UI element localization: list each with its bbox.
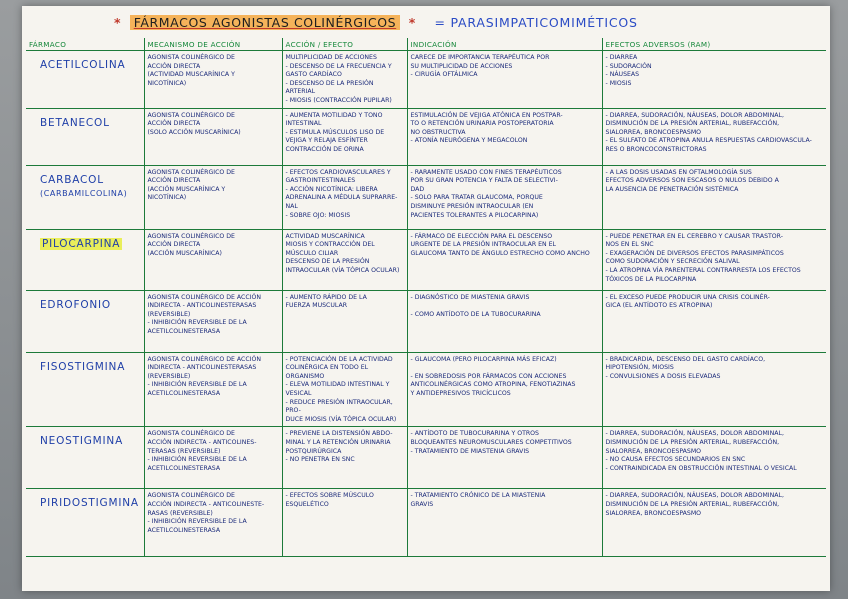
indication-cell (407, 51, 602, 109)
notes-sheet (22, 6, 830, 591)
cell-line: (SOLO ACCIÓN MUSCARÍNICA) (147, 128, 241, 136)
cell-line: - FÁRMACO DE ELECCIÓN PARA EL DESCENSO (410, 232, 553, 240)
cell-line: SIALORREA, BRONCOESPASMO (605, 128, 702, 136)
effect-cell (282, 51, 407, 109)
cell-line: - COMO ANTÍDOTO DE LA TUBOCURARINA (410, 310, 541, 318)
cell-line: (REVERSIBLE) (147, 372, 191, 380)
cell-line: ACETILCOLINESTERASA (147, 389, 221, 397)
cell-line: SIALORREA, BRONCOESPASMO (605, 509, 702, 517)
cell-line: ACCIÓN INDIRECTA - ANTICOLINESTE- (147, 500, 265, 508)
mechanism-cell (144, 352, 282, 427)
cell-line: - BRADICARDIA, DESCENSO DEL GASTO CARDÍACO, (605, 355, 766, 363)
table-row (26, 51, 826, 109)
table-body (26, 51, 826, 557)
cell-line: ESQUELÉTICO (285, 500, 329, 508)
table-row (26, 427, 826, 489)
cell-line: - NÁUSEAS (605, 71, 640, 79)
cell-line: COLINÉRGICA EN TODO EL ORGANISMO (285, 364, 369, 380)
cell-line: ESTIMULACIÓN DE VEJIGA ATÓNICA EN POSTPAR- (410, 111, 563, 119)
cell-line: GASTO CARDÍACO (285, 71, 342, 79)
drug-name: BETANECOL (40, 116, 110, 129)
cell-line: GRAVIS (410, 500, 434, 508)
cell-line: AGONISTA COLINÉRGICO DE ACCIÓN (147, 293, 261, 301)
drug-name-cell (26, 352, 144, 427)
indication-cell (407, 489, 602, 557)
mechanism-cell (144, 290, 282, 352)
column-header: EFECTOS ADVERSOS (RAM) (602, 38, 826, 51)
cell-line: AGONISTA COLINÉRGICO DE (147, 232, 235, 240)
cell-line: - INHIBICIÓN REVERSIBLE DE LA (147, 456, 247, 464)
cell-line: AGONISTA COLINÉRGICO DE (147, 492, 235, 500)
cell-line: AGONISTA COLINÉRGICO DE ACCIÓN (147, 355, 261, 363)
cell-line: DAD (410, 185, 425, 193)
drug-name-cell (26, 229, 144, 290)
adverse-effects-cell (602, 108, 826, 165)
drug-name: EDROFONIO (40, 298, 111, 311)
mechanism-cell (144, 51, 282, 109)
cell-line: DISMINUCIÓN DE LA PRESIÓN ARTERIAL, RUBEFACCIÓN, (605, 120, 780, 128)
cell-line: NAL (285, 202, 298, 210)
cell-line: GICA (EL ANTÍDOTO ES ATROPINA) (605, 302, 713, 310)
adverse-effects-cell (602, 165, 826, 229)
cell-line: - CIRUGÍA OFTÁLMICA (410, 71, 478, 79)
effect-cell (282, 229, 407, 290)
cell-line: INTRAOCULAR (VÍA TÓPICA OCULAR) (285, 266, 400, 274)
cell-line (411, 364, 599, 373)
cell-line: - NO CAUSA EFECTOS SECUNDARIOS EN SNC (605, 456, 746, 464)
cell-line: INTESTINAL (285, 120, 322, 128)
column-header: MECANISMO DE ACCIÓN (144, 38, 282, 51)
drug-name: NEOSTIGMINA (40, 435, 124, 448)
cell-line: - CONVULSIONES A DOSIS ELEVADAS (605, 372, 721, 380)
cell-line: (ACTIVIDAD MUSCARÍNICA Y (147, 71, 235, 79)
drug-name-cell (26, 165, 144, 229)
table-row (26, 229, 826, 290)
drug-name: CARBACOL (40, 173, 104, 186)
adverse-effects-cell (602, 489, 826, 557)
mechanism-cell (144, 427, 282, 489)
indication-cell (407, 229, 602, 290)
effect-cell (282, 489, 407, 557)
adverse-effects-cell (602, 290, 826, 352)
cell-line: SU MULTIPLICIDAD DE ACCIONES (410, 62, 513, 70)
drug-name: PIRIDOSTIGMINA (40, 497, 139, 510)
cell-line: - INHIBICIÓN REVERSIBLE DE LA (147, 518, 247, 526)
cell-line: RASAS (REVERSIBLE) (147, 509, 213, 517)
drug-name: PILOCARPINA (42, 237, 121, 250)
cell-line: - PREVIENE LA DISTENSIÓN ABDO- (285, 430, 393, 438)
cell-line: MINAL Y LA RETENCIÓN URINARIA (285, 438, 391, 446)
cell-line: DUCE MIOSIS (VÍA TÓPICA OCULAR) (285, 415, 397, 423)
table-row (26, 352, 826, 427)
star-mark: * (408, 15, 416, 30)
mechanism-cell (144, 108, 282, 165)
cell-line: ACTIVIDAD MUSCARÍNICA (285, 232, 365, 240)
indication-cell (407, 165, 602, 229)
cell-line: ADRENALINA A MÉDULA SUPRARRE- (285, 194, 398, 202)
cell-line: INDIRECTA - ANTICOLINESTERASAS (147, 302, 257, 310)
cell-line: - CONTRAINDICADA EN OBSTRUCCIÓN INTESTINAL O VESICAL (605, 464, 797, 472)
cell-line: - ACCIÓN NICOTÍNICA: LIBERA (285, 185, 378, 193)
cell-line: URGENTE DE LA PRESIÓN INTRAOCULAR EN EL (410, 241, 556, 249)
effect-cell (282, 108, 407, 165)
cell-line: SIALORREA, BRONCOESPASMO (605, 447, 702, 455)
cell-line: DISMINUYE PRESIÓN INTRAOCULAR (EN (410, 202, 534, 210)
cell-line: TÓXICOS DE LA PILOCARPINA (605, 275, 697, 283)
cell-line: AGONISTA COLINÉRGICO DE (147, 54, 235, 61)
adverse-effects-cell (602, 352, 826, 427)
cell-line: AGONISTA COLINÉRGICO DE (147, 168, 235, 176)
drug-name-cell (26, 290, 144, 352)
cell-line: NICOTÍNICA) (147, 194, 187, 202)
cell-line: ACCIÓN DIRECTA (147, 241, 201, 249)
cell-line: FUERZA MUSCULAR (285, 302, 348, 310)
cell-line: - LA ATROPINA VÍA PARENTERAL CONTRARRESTA LOS EFECTOS (605, 266, 801, 274)
title-highlight: FÁRMACOS AGONISTAS COLINÉRGICOS (130, 15, 400, 30)
adverse-effects-cell (602, 229, 826, 290)
cell-line: - DESCENSO DE LA FRECUENCIA Y (285, 62, 392, 70)
cell-line: - PUEDE PENETRAR EN EL CEREBRO Y CAUSAR TRASTOR- (605, 232, 783, 240)
cell-line: - ELEVA MOTILIDAD INTESTINAL Y VESICAL (285, 381, 390, 397)
cell-line: (ACCIÓN MUSCARÍNICA Y (147, 185, 226, 193)
cell-line: - INHIBICIÓN REVERSIBLE DE LA (147, 381, 247, 389)
cell-line: - DIARREA, SUDORACIÓN, NÁUSEAS, DOLOR ABDOMINAL, (605, 430, 784, 438)
cell-line: POSTQUIRÚRGICA (285, 447, 342, 455)
cell-line: HIPOTENSIÓN, MIOSIS (605, 364, 674, 372)
cell-line: (ACCIÓN MUSCARÍNICA) (147, 249, 222, 257)
cell-line: - SUDORACIÓN (605, 62, 652, 70)
cell-line: AGONISTA COLINÉRGICO DE (147, 111, 235, 119)
cell-line: - TRATAMIENTO DE MIASTENIA GRAVIS (410, 447, 530, 455)
cell-line: DESCENSO DE LA PRESIÓN (285, 258, 370, 266)
cell-line: - INHIBICIÓN REVERSIBLE DE LA (147, 319, 247, 327)
cell-line: - DESCENSO DE LA PRESIÓN ARTERIAL (285, 79, 374, 96)
cell-line: EFECTOS ADVERSOS SON ESCASOS O NULOS DEBIDO A (605, 177, 779, 185)
drug-name-cell (26, 108, 144, 165)
cell-line: LA AUSENCIA DE PENETRACIÓN SISTÉMICA (605, 185, 739, 193)
cell-line: Y ANTIDEPRESIVOS TRICÍCLICOS (410, 389, 511, 397)
cell-line: - DIARREA, SUDORACIÓN, NÁUSEAS, DOLOR ABDOMINAL, (605, 492, 784, 500)
cell-line: - SOBRE OJO: MIOSIS (285, 211, 351, 219)
cell-line: - AUMENTA MOTILIDAD Y TONO (285, 111, 383, 119)
cell-line: NICOTÍNICA) (147, 79, 187, 87)
table-row (26, 108, 826, 165)
cell-line: GASTROINTESTINALES (285, 177, 356, 185)
mechanism-cell (144, 229, 282, 290)
cell-line: - TRATAMIENTO CRÓNICO DE LA MIASTENIA (410, 492, 546, 500)
cell-line: CARECE DE IMPORTANCIA TERAPÉUTICA POR (410, 54, 550, 61)
cell-line: - NO PENETRA EN SNC (285, 456, 355, 464)
cell-line: GLAUCOMA TANTO DE ÁNGULO ESTRECHO COMO ANCHO (410, 249, 590, 257)
cell-line: - ESTIMULA MÚSCULOS LISO DE (285, 128, 385, 136)
cell-line: - EL EXCESO PUEDE PRODUCIR UNA CRISIS COLINÉR- (605, 293, 770, 301)
drug-name-cell (26, 427, 144, 489)
cell-line: - ANTÍDOTO DE TUBOCURARINA Y OTROS (410, 430, 539, 438)
cell-line: - AUMENTO RÁPIDO DE LA (285, 293, 367, 301)
drug-table (26, 38, 826, 557)
table-header-row (26, 38, 826, 51)
effect-cell (282, 352, 407, 427)
cell-line: NOS EN EL SNC (605, 241, 654, 249)
cell-line: ACETILCOLINESTERASA (147, 327, 221, 335)
cell-line: ANTICOLINÉRGICAS COMO ATROPINA, FENOTIAZINAS (410, 381, 576, 389)
cell-line: TO O RETENCIÓN URINARIA POSTOPERATORIA (410, 120, 554, 128)
cell-line: TERASAS (REVERSIBLE) (147, 447, 221, 455)
cell-line: - MIOSIS (CONTRACCIÓN PUPILAR) (285, 96, 392, 104)
cell-line: PACIENTES TOLERANTES A PILOCARPINA) (410, 211, 539, 219)
cell-line: VEJIGA Y RELAJA ESFÍNTER (285, 137, 368, 145)
subtitle: = PARASIMPATICOMIMÉTICOS (434, 15, 638, 30)
cell-line: DISMINUCIÓN DE LA PRESIÓN ARTERIAL, RUBEFACCIÓN, (605, 438, 780, 446)
cell-line: - ATONÍA NEURÓGENA Y MEGACOLON (410, 137, 528, 145)
cell-line: DISMINUCIÓN DE LA PRESIÓN ARTERIAL, RUBEFACCIÓN, (605, 500, 780, 508)
mechanism-cell (144, 489, 282, 557)
cell-line: ACCIÓN DIRECTA (147, 62, 201, 70)
cell-line: - A LAS DOSIS USADAS EN OFTALMOLOGÍA SUS (605, 168, 752, 176)
table-row (26, 489, 826, 557)
cell-line: - DIAGNÓSTICO DE MIASTENIA GRAVIS (410, 293, 530, 301)
cell-line: - MIOSIS (605, 79, 632, 87)
effect-cell (282, 165, 407, 229)
cell-line: - EL SULFATO DE ATROPINA ANULA RESPUESTAS CARDIOVASCULA- (605, 137, 812, 145)
cell-line: - GLAUCOMA (PERO PILOCARPINA MÁS EFICAZ) (410, 355, 557, 363)
cell-line: - POTENCIACIÓN DE LA ACTIVIDAD (285, 355, 393, 363)
table-row (26, 165, 826, 229)
cell-line: MULTIPLICIDAD DE ACCIONES (285, 54, 377, 61)
cell-line: MÚSCULO CILIAR (285, 249, 339, 257)
cell-line: ACCIÓN INDIRECTA - ANTICOLINES- (147, 438, 257, 446)
cell-line (411, 302, 599, 311)
cell-line: RES O BRONCOCONSTRICTORAS (605, 145, 707, 153)
cell-line: - EN SOBREDOSIS POR FÁRMACOS CON ACCIONES (410, 372, 567, 380)
drug-name-cell (26, 51, 144, 109)
drug-name: FISOSTIGMINA (40, 360, 126, 373)
indication-cell (407, 427, 602, 489)
sheet-title (110, 15, 638, 35)
cell-line: - EFECTOS SOBRE MÚSCULO (285, 492, 374, 500)
drug-name: ACETILCOLINA (40, 59, 126, 71)
cell-line: - EXAGERACIÓN DE DIVERSOS EFECTOS PARASIMPÁTICOS (605, 249, 784, 257)
column-header: FÁRMACO (26, 38, 144, 51)
cell-line: - EFECTOS CARDIOVASCULARES Y (285, 168, 391, 176)
cell-line: (REVERSIBLE) (147, 310, 191, 318)
cell-line: MIOSIS Y CONTRACCIÓN DEL (285, 241, 375, 249)
cell-line: - REDUCE PRESIÓN INTRAOCULAR, PRO- (285, 398, 393, 415)
cell-line: - DIARREA, SUDORACIÓN, NÁUSEAS, DOLOR ABDOMINAL, (605, 111, 784, 119)
cell-line: COMO SUDORACIÓN Y SECRECIÓN SALIVAL (605, 258, 740, 266)
cell-line: AGONISTA COLINÉRGICO DE (147, 430, 235, 438)
mechanism-cell (144, 165, 282, 229)
cell-line: ACETILCOLINESTERASA (147, 464, 221, 472)
star-mark: * (114, 15, 122, 30)
cell-line: - DIARREA (605, 54, 638, 61)
cell-line: ACCIÓN DIRECTA (147, 120, 201, 128)
adverse-effects-cell (602, 427, 826, 489)
cell-line: INDIRECTA - ANTICOLINESTERASAS (147, 364, 257, 372)
effect-cell (282, 290, 407, 352)
cell-line: ACETILCOLINESTERASA (147, 526, 221, 534)
cell-line: ACCIÓN DIRECTA (147, 177, 201, 185)
indication-cell (407, 290, 602, 352)
column-header: INDICACIÓN (407, 38, 602, 51)
drug-alt-name: (CARBAMILCOLINA) (40, 188, 128, 198)
cell-line: POR SU GRAN POTENCIA Y FALTA DE SELECTIVI- (410, 177, 558, 185)
cell-line: - RARAMENTE USADO CON FINES TERAPÉUTICOS (410, 168, 562, 176)
indication-cell (407, 108, 602, 165)
adverse-effects-cell (602, 51, 826, 109)
indication-cell (407, 352, 602, 427)
cell-line: NO OBSTRUCTIVA (410, 128, 466, 136)
cell-line: CONTRACCIÓN DE ORINA (285, 145, 364, 153)
column-header: ACCIÓN / EFECTO (282, 38, 407, 51)
effect-cell (282, 427, 407, 489)
cell-line: BLOQUEANTES NEUROMUSCULARES COMPETITIVOS (410, 438, 572, 446)
drug-name-cell (26, 489, 144, 557)
table-row (26, 290, 826, 352)
cell-line: - SOLO PARA TRATAR GLAUCOMA, PORQUE (410, 194, 543, 202)
